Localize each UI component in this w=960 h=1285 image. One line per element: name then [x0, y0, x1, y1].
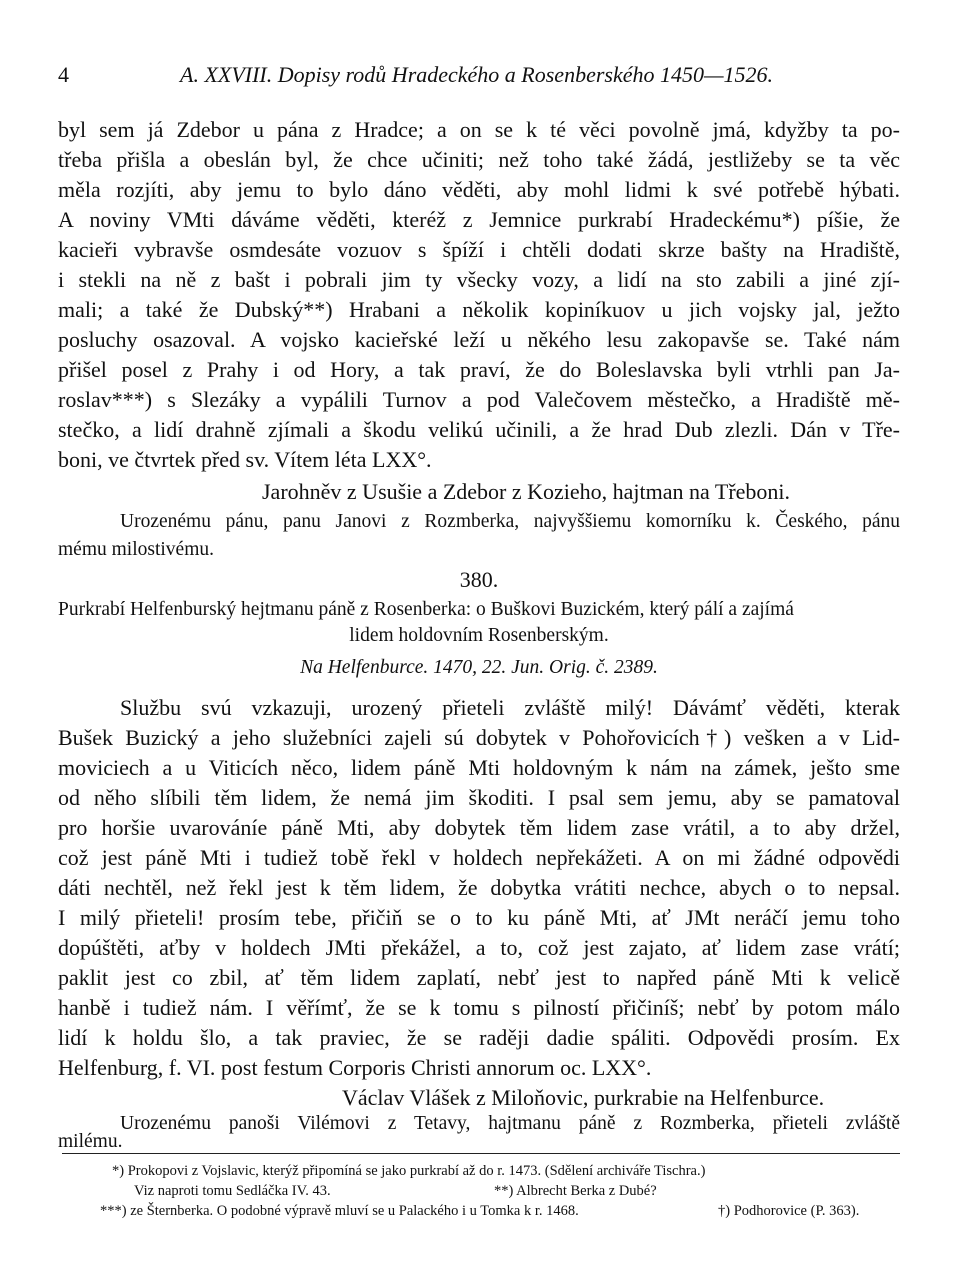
letter-380-line: Službu svú vzkazuji, urozený přieteli zvláště milý! Dávámť věděti, kterak: [120, 695, 900, 720]
letter-380-line: paklit jest co zbil, ať těm lidem zaplatí, nebť jest to napřed páně Mti k velicě: [58, 965, 900, 990]
footnote-divider: [62, 1153, 900, 1154]
letter-380-line: dopúštěti, aťby v holdech JMti překážel, a to, což jest zajato, ať lidem zase vrátí;: [58, 935, 900, 960]
footnote: *) Prokopovi z Vojslavic, kterýž připomíná se jako purkrabí až do r. 1473. (Sdělení archiváře Tischra.): [112, 1163, 706, 1179]
letter-379-line: roslav***) s Slezáky a vypálili Turnov a pod Valečovem městečko, a Hradiště mě-: [58, 387, 900, 412]
footnote: **) Albrecht Berka z Dubé?: [494, 1183, 657, 1199]
letter-379-line: posluchy osazoval. A vojsko kacieřské leží u někého lesu zakopavše se. Také nám: [58, 327, 900, 352]
letter-379-address: mému milostivému.: [58, 539, 214, 560]
letter-379-line: kacieři vybravše osmdesáte vozuov s špíží i chtěli dodati skrze bašty na Hradiště,: [58, 237, 900, 262]
letter-379-line: A noviny VMti dáváme věděti, kteréž z Jemnice purkrabí Hradeckému*) píšie, že: [58, 207, 900, 232]
letter-380-address: Urozenému panoši Vilémovi z Tetavy, hajtmanu páně z Rozmberka, přieteli zvláště: [120, 1113, 900, 1134]
letter-380-line: moviciech a u Viticích něco, lidem páně Mti holdovným k nám na zámek, ješto sme: [58, 755, 900, 780]
footnote: ***) ze Šternberka. O podobné výpravě mluví se u Palackého i u Tomka k r. 1468.: [100, 1203, 579, 1219]
letter-source: Na Helfenburce. 1470, 22. Jun. Orig. č. 2389.: [300, 657, 658, 678]
letter-380-line: I milý přieteli! prosím tebe, přičiň se o to ku páně Mti, ať JMt neráčí jemu toho: [58, 905, 900, 930]
letter-380-line: Bušek Buzický a jeho služebníci zajeli sú dobytek v Pohořovicích†) vešken a v Lid-: [58, 725, 900, 750]
letter-379-line: i stekli na ně z bašt i pobrali jim ty všecky vozy, a lidí na sto zabili a jiné zjí-: [58, 267, 900, 292]
letter-379-line: přišel posel z Prahy i od Hory, a tak praví, že do Boleslavska byli vtrhli pan Ja-: [58, 357, 900, 382]
letter-380-signature: Václav Vlášek z Miloňovic, purkrabie na Helfenburce.: [342, 1085, 825, 1110]
running-title: A. XXVIII. Dopisy rodů Hradeckého a Rosenberského 1450—1526.: [180, 62, 774, 87]
letter-379-line: stečko, a lidí drahně zjímali a škodu velikú učinili, a že hrad Dub zlezli. Dán v Tře-: [58, 417, 900, 442]
letter-379-line: třeba přišla a obeslán byl, že chce učiniti; než toho také žádá, jestližeby se ta věc: [58, 147, 900, 172]
letter-number: 380.: [459, 567, 499, 592]
letter-379-address: Urozenému pánu, panu Janovi z Rozmberka, najvyššiemu komorníku k. Českého, pánu: [120, 511, 900, 532]
footnote: Viz naproti tomu Sedláčka IV. 43.: [134, 1183, 331, 1199]
letter-379-line: boni, ve čtvrtek před sv. Vítem léta LXX°.: [58, 447, 432, 472]
letter-380-line: dáti nechtěl, než řekl jest k těm lidem, že dobytka vrátiti nechce, abych o to nepsal.: [58, 875, 900, 900]
letter-summary: Purkrabí Helfenburský hejtmanu páně z Rosenberka: o Buškovi Buzickém, který pálí a zajímá: [58, 599, 794, 620]
page-number: 4: [58, 62, 69, 87]
footnote: †) Podhorovice (P. 363).: [718, 1203, 860, 1219]
letter-380-line: Helfenburg, f. VI. post festum Corporis Christi annorum oc. LXX°.: [58, 1055, 652, 1080]
letter-summary: lidem holdovním Rosenberským.: [349, 625, 609, 646]
letter-380-line: od něho slíbili těm lidem, že nemá jim škoditi. I psal sem jemu, aby se pamatoval: [58, 785, 900, 810]
letter-380-address: milému.: [58, 1131, 123, 1152]
letter-379-line: měla rozjíti, aby jemu to bylo dáno věděti, aby mohl lidmi k své potřebě hýbati.: [58, 177, 900, 202]
letter-380-line: pro horšie uvarováníe páně Mti, aby dobytek těm lidem zase vrátil, a to aby držel,: [58, 815, 900, 840]
letter-379-line: mali; a také že Dubský**) Hrabani a několik kopiníkuov u jich vojsky jal, ježto: [58, 297, 900, 322]
letter-379-line: byl sem já Zdebor u pána z Hradce; a on se k té věci povolně jmá, kdyžby ta po-: [58, 117, 900, 142]
letter-380-line: lidí k holdu šlo, a tak praviec, že se raději dadie spáliti. Odpovědi prosím. Ex: [58, 1025, 900, 1050]
letter-380-line: hanbě i tudiež nám. I věřímť, že se k tomu s pilností přičiníš; nebť by potom málo: [58, 995, 900, 1020]
page-header: [58, 62, 900, 90]
letter-379-signature: Jarohněv z Usušie a Zdebor z Kozieho, hajtman na Třeboni.: [262, 479, 791, 504]
letter-380-line: což jest páně Mti i tudiež tobě řekl v holdech nepřekážeti. A on mi žádné odpovědi: [58, 845, 900, 870]
